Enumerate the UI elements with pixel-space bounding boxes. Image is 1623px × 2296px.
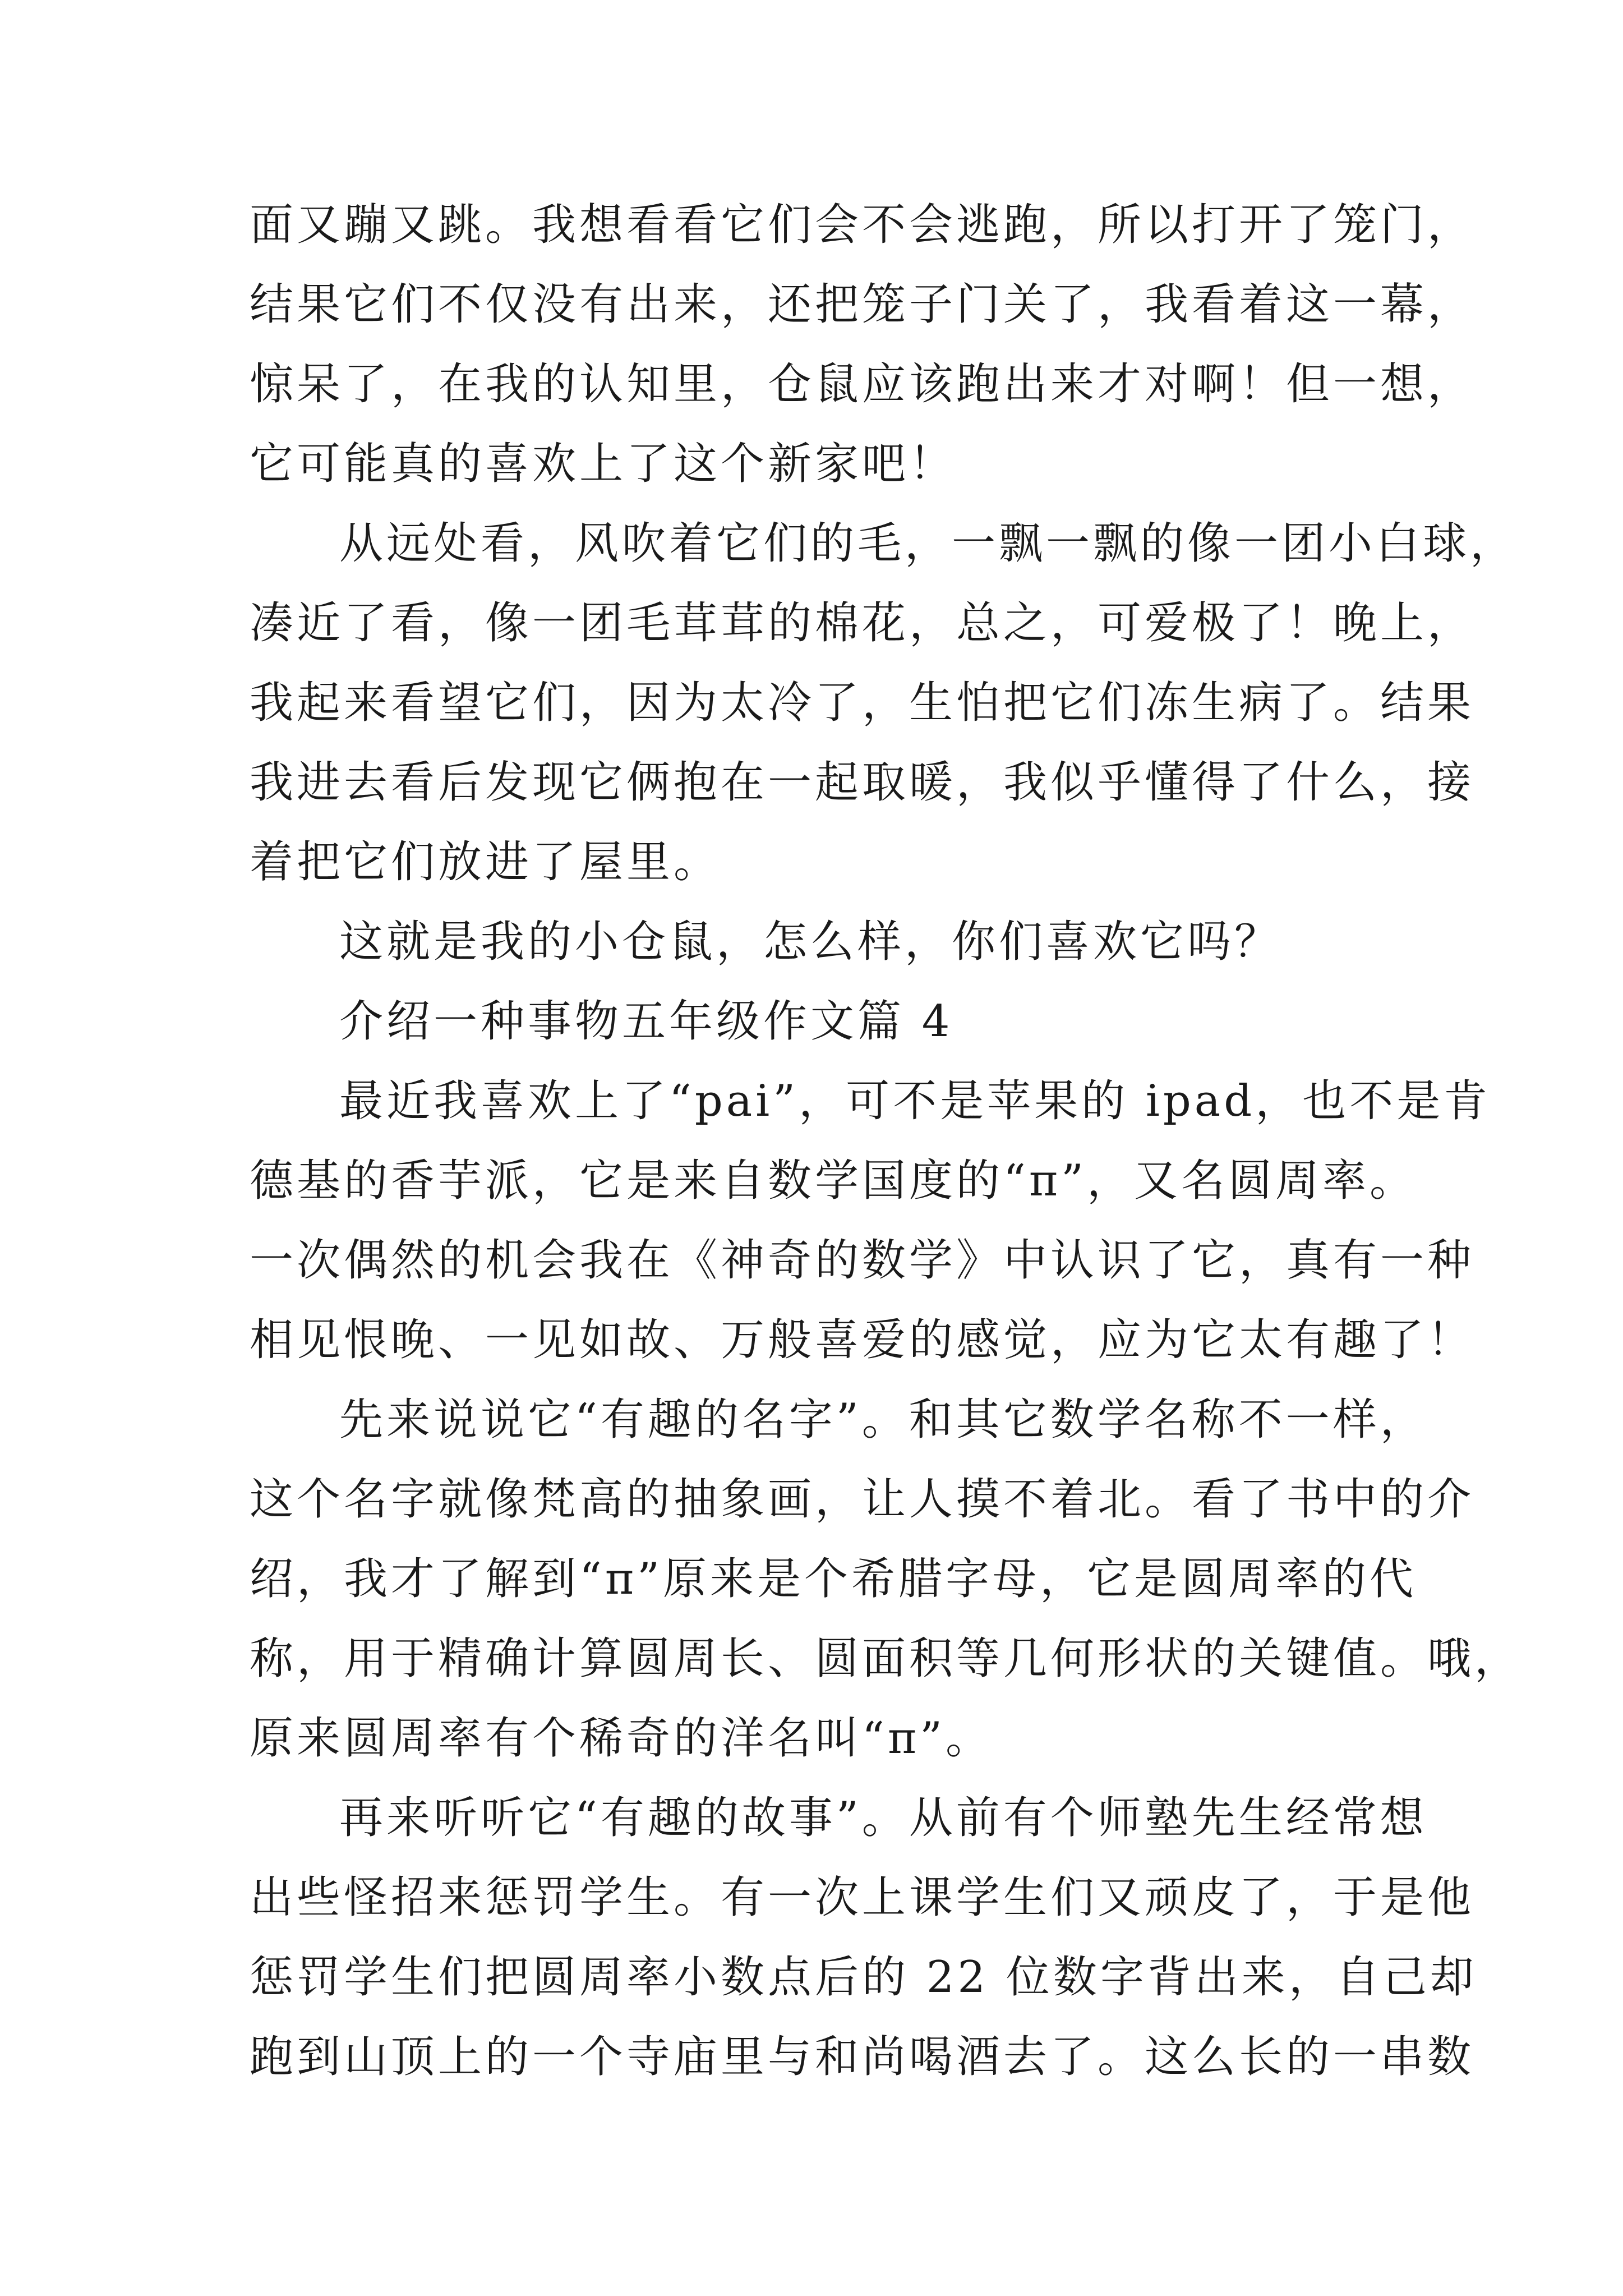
- text-line: 面又蹦又跳。我想看看它们会不会逃跑，所以打开了笼门，: [250, 200, 1475, 250]
- text-line: 绍，我才了解到“π”原来是个希腊字母，它是圆周率的代: [250, 1554, 1417, 1604]
- text-line: 它可能真的喜欢上了这个新家吧！: [250, 439, 957, 489]
- text-line: 原来圆周率有个稀奇的洋名叫“π”。: [250, 1713, 993, 1764]
- text-line: 称，用于精确计算圆周长、圆面积等几何形状的关键值。哦，: [250, 1634, 1522, 1684]
- text-line: 惩罚学生们把圆周率小数点后的 22 位数字背出来，自己却: [250, 1952, 1477, 2003]
- text-line: 德基的香芋派，它是来自数学国度的“π”，又名圆周率。: [250, 1156, 1417, 1206]
- paragraph-start-line: 从远处看，风吹着它们的毛，一飘一飘的像一团小白球，: [339, 518, 1518, 569]
- text-line: 跑到山顶上的一个寺庙里与和尚喝酒去了。这么长的一串数: [250, 2032, 1475, 2082]
- paragraph-start-line: 这就是我的小仓鼠，怎么样，你们喜欢它吗？: [339, 917, 1282, 967]
- text-line: 结果它们不仅没有出来，还把笼子门关了，我看着这一幕，: [250, 279, 1475, 330]
- text-line: 一次偶然的机会我在《神奇的数学》中认识了它，真有一种: [250, 1235, 1475, 1286]
- text-line: 出些怪招来惩罚学生。有一次上课学生们又顽皮了，于是他: [250, 1872, 1475, 1923]
- text-line: 我进去看后发现它俩抱在一起取暖，我似乎懂得了什么，接: [250, 757, 1475, 808]
- paragraph-start-line: 先来说说它“有趣的名字”。和其它数学名称不一样，: [339, 1395, 1427, 1445]
- paragraph-start-line: 最近我喜欢上了“pai”，可不是苹果的 ipad，也不是肯: [339, 1076, 1491, 1126]
- text-line: 凑近了看，像一团毛茸茸的棉花，总之，可爱极了！晚上，: [250, 598, 1475, 648]
- text-line: 这个名字就像梵高的抽象画，让人摸不着北。看了书中的介: [250, 1474, 1475, 1525]
- paragraph-start-line: 再来听听它“有趣的故事”。从前有个师塾先生经常想: [339, 1793, 1427, 1843]
- document-body: [250, 185, 1522, 2097]
- section-heading: 介绍一种事物五年级作文篇 4: [339, 996, 953, 1047]
- text-line: 相见恨晚、一见如故、万般喜爱的感觉，应为它太有趣了！: [250, 1315, 1475, 1365]
- text-line: 惊呆了，在我的认知里，仓鼠应该跑出来才对啊！但一想，: [250, 359, 1475, 409]
- text-line: 我起来看望它们，因为太冷了，生怕把它们冻生病了。结果: [250, 678, 1475, 728]
- text-line: 着把它们放进了屋里。: [250, 837, 721, 887]
